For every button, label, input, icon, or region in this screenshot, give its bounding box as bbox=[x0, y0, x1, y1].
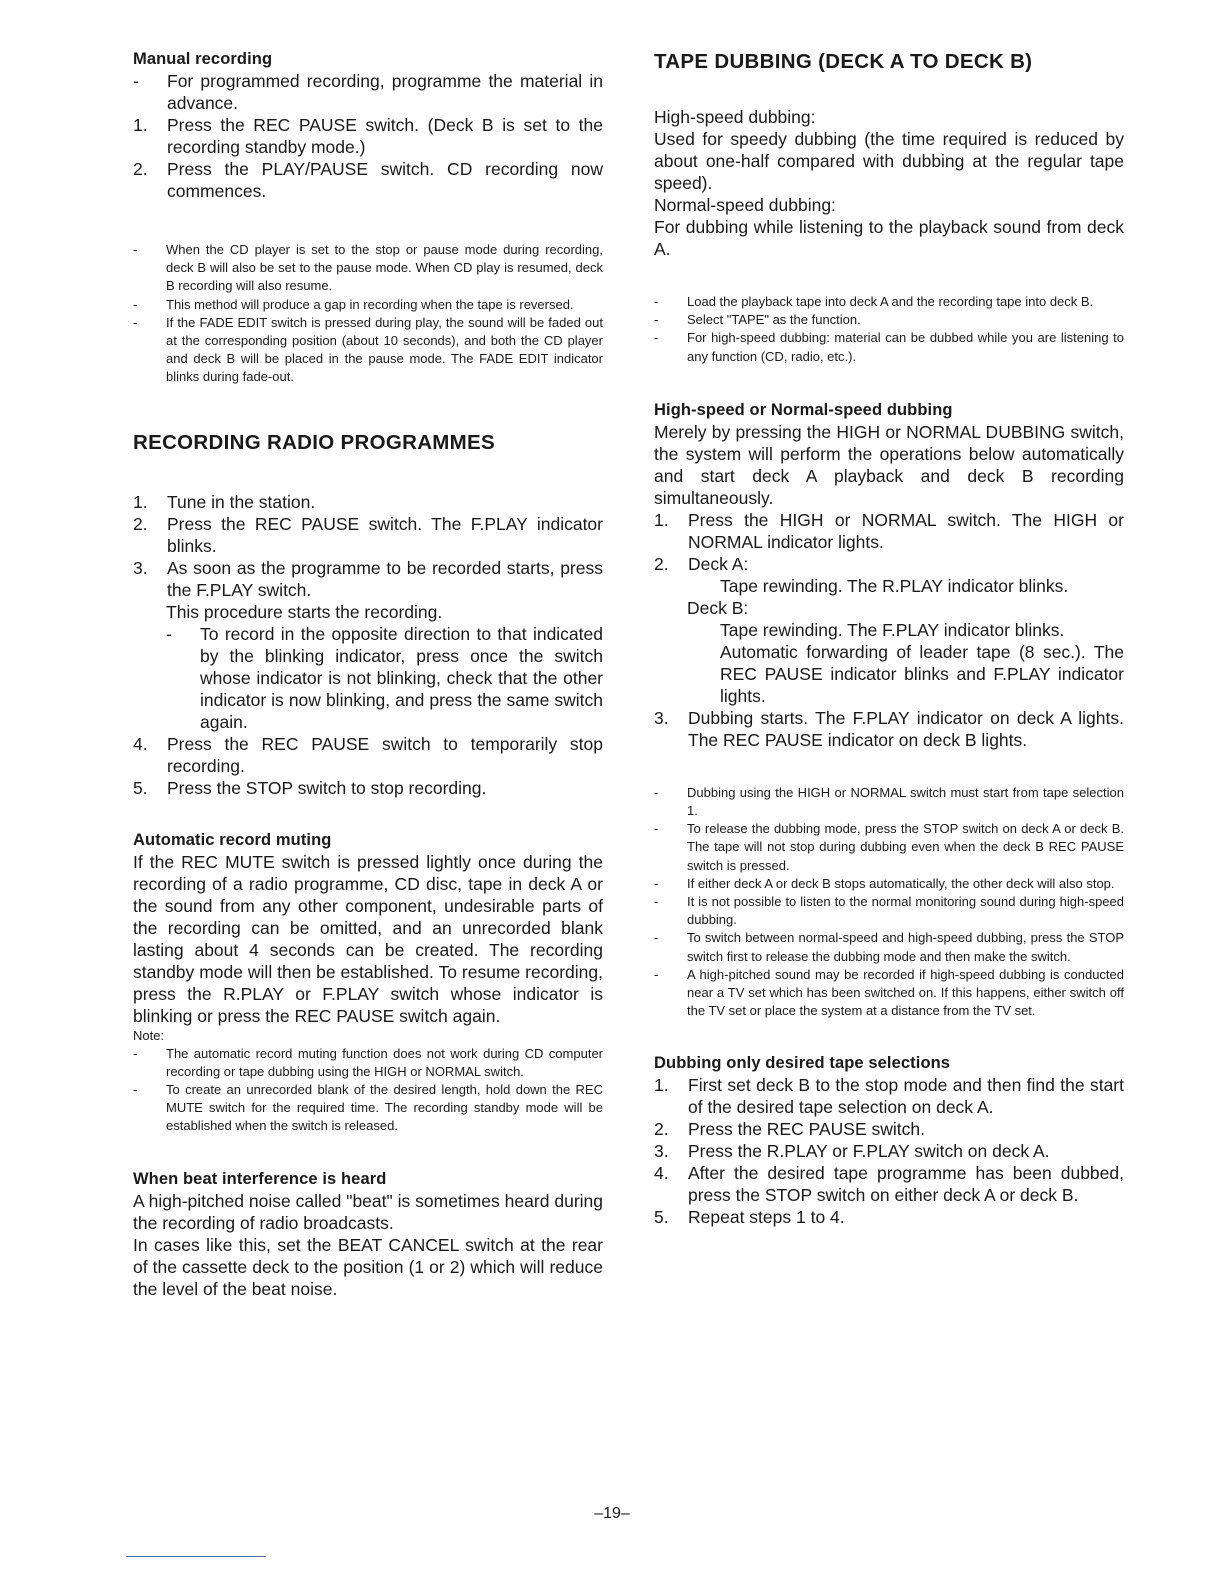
note-item: - This method will produce a gap in recording when the tape is reversed. bbox=[133, 296, 574, 312]
list-item: - For programmed recording, programme the material in advance. bbox=[133, 71, 603, 113]
list-item: 2. Press the REC PAUSE switch. The F.PLAY indicator blinks. bbox=[133, 513, 603, 556]
dubbing-line: Normal-speed dubbing: bbox=[654, 195, 836, 215]
dubbing-line: High-speed dubbing: bbox=[654, 107, 816, 127]
dubbing-line: For dubbing while listening to the playback sound from deck A. bbox=[654, 217, 1124, 259]
list-item: 1. First set deck B to the stop mode and then find the start of the desired tape selection on deck A. bbox=[654, 1075, 1124, 1118]
list-item: 1. Press the HIGH or NORMAL switch. The HIGH or NORMAL indicator lights. bbox=[654, 509, 1124, 552]
note-item: - For high-speed dubbing: material can be dubbed while you are listening to any function (CD, radio, etc.). bbox=[654, 330, 1124, 364]
list-item: 3. Press the R.PLAY or F.PLAY switch on deck A. bbox=[654, 1141, 1050, 1162]
beat-paragraph: In cases like this, set the BEAT CANCEL switch at the rear of the cassette deck to the position (1 or 2) which will reduce the level of the beat noise. bbox=[133, 1234, 603, 1299]
desired-heading: Dubbing only desired tape selections bbox=[654, 1054, 951, 1073]
radio-heading: RECORDING RADIO PROGRAMMES bbox=[133, 430, 496, 454]
deck-b-detail: Tape rewinding. The F.PLAY indicator blinks. bbox=[720, 619, 1065, 640]
dubbing-heading: TAPE DUBBING (DECK A TO DECK B) bbox=[654, 50, 1033, 73]
note-label: Note: bbox=[133, 1027, 165, 1043]
left-column bbox=[133, 48, 603, 1300]
note-item: - If the FADE EDIT switch is pressed during play, the sound will be faded out at the corresponding position (about 10 seconds), and both the CD player and deck B will be placed in the pause mode. The FADE EDIT indicator blinks during fade-out. bbox=[133, 314, 603, 385]
hs-ns-heading: High-speed or Normal-speed dubbing bbox=[654, 400, 953, 419]
step-follow-text: This procedure starts the recording. bbox=[166, 601, 443, 622]
manual-recording-heading: Manual recording bbox=[133, 50, 273, 68]
note-item: - The automatic record muting function does not work during CD computer recording or tape dubbing using the HIGH or NORMAL switch. bbox=[133, 1045, 603, 1079]
list-item: 1. Press the REC PAUSE switch. (Deck B is set to the recording standby mode.) bbox=[133, 115, 603, 157]
list-item: 3. As soon as the programme to be recorded starts, press the F.PLAY switch. bbox=[133, 557, 603, 600]
note-item: - Select "TAPE" as the function. bbox=[654, 312, 861, 328]
list-item: 2. Press the PLAY/PAUSE switch. CD recording now commences. bbox=[133, 159, 603, 201]
note-item: - If either deck A or deck B stops automatically, the other deck will also stop. bbox=[654, 875, 1115, 891]
list-item: 5. Repeat steps 1 to 4. bbox=[654, 1207, 845, 1228]
note-item: - It is not possible to listen to the normal monitoring sound during high-speed dubbing. bbox=[654, 894, 1124, 928]
list-item: 5. Press the STOP switch to stop recording. bbox=[133, 777, 487, 798]
note-item: - A high-pitched sound may be recorded if high-speed dubbing is conducted near a TV set which has been switched on. If this happens, either switch off the TV set or place the system at a distance from the TV set. bbox=[654, 966, 1124, 1019]
page-number: –19– bbox=[594, 1505, 630, 1522]
note-item: - Load the playback tape into deck A and the recording tape into deck B. bbox=[654, 294, 1094, 309]
deck-b-label: Deck B: bbox=[687, 597, 749, 618]
note-item: - To release the dubbing mode, press the STOP switch on deck A or deck B. The tape will not stop during dubbing even when the deck B REC PAUSE switch is pressed. bbox=[654, 821, 1124, 873]
list-item: 4. Press the REC PAUSE switch to temporarily stop recording. bbox=[133, 733, 603, 776]
list-item: - To record in the opposite direction to that indicated by the blinking indicator, press once the switch whose indicator is not blinking, check that the other indicator is now blinking, and press the same switch again. bbox=[166, 623, 603, 732]
hs-ns-intro: Merely by pressing the HIGH or NORMAL DUBBING switch, the system will perform the operations below automatically and start deck A playback and deck B recording simultaneously. bbox=[654, 421, 1124, 508]
beat-heading: When beat interference is heard bbox=[133, 1169, 387, 1188]
list-item: 1. Tune in the station. bbox=[133, 491, 316, 512]
dubbing-line: Used for speedy dubbing (the time required is reduced by about one-half compared with dubbing at the regular tape speed). bbox=[654, 129, 1124, 193]
footer-rule bbox=[126, 1556, 266, 1557]
note-item: - To switch between normal-speed and high-speed dubbing, press the STOP switch first to release the dubbing mode and then make the switch. bbox=[654, 930, 1124, 964]
note-item: - Dubbing using the HIGH or NORMAL switch must start from tape selection 1. bbox=[654, 784, 1124, 819]
list-item: 2. Deck A: bbox=[654, 553, 749, 574]
muting-body: If the REC MUTE switch is pressed lightly once during the recording of a radio programme, CD disc, tape in deck A or the sound from any other component, undesirable parts of the recording can be omitted, and an unrecorded blank lasting about 4 seconds can be created. The recording standby mode will then be established. To resume recording, press the R.PLAY or F.PLAY switch whose indicator is blinking or press the REC PAUSE switch again. bbox=[133, 851, 603, 1026]
list-item: 4. After the desired tape programme has been dubbed, press the STOP switch on either deck A or deck B. bbox=[654, 1163, 1124, 1206]
muting-heading: Automatic record muting bbox=[133, 830, 332, 849]
note-item: - When the CD player is set to the stop or pause mode during recording, deck B will also be set to the pause mode. When CD play is resumed, deck B recording will also resume. bbox=[133, 242, 603, 294]
deck-a-detail: Tape rewinding. The R.PLAY indicator blinks. bbox=[720, 575, 1069, 596]
note-item: - To create an unrecorded blank of the desired length, hold down the REC MUTE switch for the required time. The recording standby mode will be established when the switch is released. bbox=[133, 1082, 603, 1134]
beat-paragraph: A high-pitched noise called "beat" is sometimes heard during the recording of radio broadcasts. bbox=[133, 1190, 603, 1233]
list-item: 2. Press the REC PAUSE switch. bbox=[654, 1119, 925, 1140]
right-column bbox=[654, 48, 1124, 1228]
deck-b-detail: Automatic forwarding of leader tape (8 sec.). The REC PAUSE indicator blinks and F.PLAY indicator lights. bbox=[720, 641, 1124, 706]
list-item: 3. Dubbing starts. The F.PLAY indicator on deck A lights. The REC PAUSE indicator on deck B lights. bbox=[654, 707, 1124, 750]
